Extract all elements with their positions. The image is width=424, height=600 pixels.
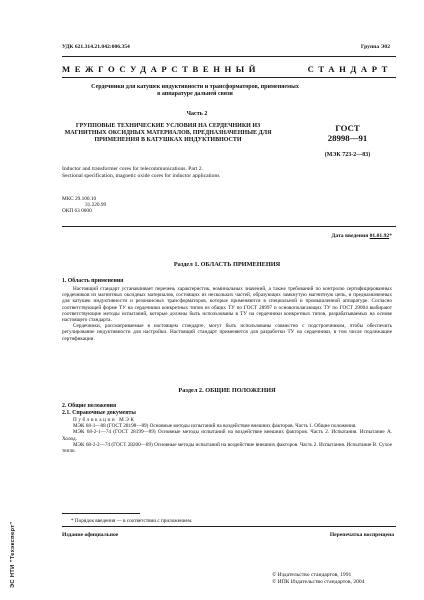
gost-label: ГОСТ: [335, 123, 360, 133]
reference-list: [62, 417, 392, 454]
standard-banner: МЕЖГОСУДАРСТВЕННЫЙ СТАНДАРТ: [62, 64, 392, 74]
edition-rule: [62, 526, 396, 527]
english-title: [62, 166, 392, 179]
body-paragraph: Настоящий стандарт устанавливает перечень характеристик, номинальных значений, а также требований по контролю сертифицированных сердечников из магнитных оксидных материалов, состоящих из нескольких частей, образующих замкнутую магнитную цепь, и предназначенных для катушек индуктивности и резонансных трансформаторов, которые применяются в специальной и промышленной аппаратуре. Согласно соответствующей форме ТУ на сердечники конкретных типов из общих ТУ по ГОСТ 28997 и основополагающих ТУ по ГОСТ 29004 выбирают соответствующие методы испытаний, которые должны быть использованы в ТУ на сердечники конкретных типов, разрабатываемых на основе настоящего стандарта.: [62, 286, 392, 324]
part-title: ГРУППОВЫЕ ТЕХНИЧЕСКИЕ УСЛОВИЯ НА СЕРДЕЧНИКИ ИЗ МАГНИТНЫХ ОКСИДНЫХ МАТЕРИАЛОВ, ПРЕДНАЗНАЧЕННЫЕ ДЛЯ ПРИМЕНЕНИЯ В КАТУШКАХ ИНДУКТИВНОСТИ: [64, 123, 272, 143]
gost-block: [300, 123, 395, 159]
section2-subheading: 2.1. Справочные документы: [62, 409, 136, 416]
copyright-line: © ИПК Издательство стандартов, 2004: [272, 578, 365, 585]
footnote-mark: *: [389, 233, 392, 239]
iec-equivalent: (МЭК 723-2—83): [324, 152, 371, 158]
english-title-line: Sectional specification, magnetic oxide cores for inductor applications: [62, 172, 220, 179]
udk-code: УДК 621.314.21.042:006.354: [62, 44, 130, 50]
okp-code: ОКП 63 0000: [62, 208, 92, 215]
meta-rule: [62, 226, 396, 227]
date-introduction-value: 01.01.92: [369, 233, 390, 239]
part-label: Часть 2: [186, 111, 208, 117]
english-title-line: Inductor and transformer cores for telecommunications. Part 2.: [62, 166, 203, 172]
banner-rule: [62, 77, 396, 78]
reference-item: МЭК 68-1—88 (ГОСТ 28198—89) Основные методы испытаний на воздействие внешних факторов. Часть 1. Общие положения.: [73, 423, 357, 430]
reference-item: МЭК 68-2-1—74 (ГОСТ 28199—89) Основные методы испытаний на воздействие внешних факторов. Часть 2. Испытания. Испытание А. Холод.: [62, 429, 392, 442]
edition-official: Издание официальное: [62, 532, 119, 538]
footnote-rule: [62, 513, 140, 514]
reprint-prohibited: Перепечатка воспрещена: [329, 532, 394, 538]
gost-number: 28998—91: [327, 133, 368, 143]
section1-heading: Раздел 1. ОБЛАСТЬ ПРИМЕНЕНИЯ: [173, 261, 281, 268]
reference-label: Публикации МЭК: [73, 417, 136, 423]
mks-code: МКС 29.100.10: [62, 196, 97, 202]
footnote: * Порядок введения — в соответствии с приложением.: [71, 518, 193, 524]
classification-codes: [62, 196, 106, 215]
section2-heading: Раздел 2. ОБЩИЕ ПОЛОЖЕНИЯ: [178, 387, 276, 394]
section2-subheading: 2. Общие положения: [62, 403, 117, 409]
copyright-block: [272, 572, 394, 585]
group-code: Группа Э02: [360, 44, 390, 50]
mks-code: 31.220.99: [85, 202, 107, 209]
section2-subheadings: [62, 403, 136, 417]
reference-item: МЭК 68-2-2—74 (ГОСТ 28200—89) Основные методы испытаний на воздействие внешних факторов. Часть 2. Испытания. Испытание В. Сухое тепло.: [62, 441, 392, 455]
date-introduction-label: Дата введения: [331, 233, 369, 239]
body-paragraph: Сердечники, рассматриваемые в настоящем стандарте, могут быть использованы совместно с подстроечником, чтобы обеспечить регулирование индуктивности для настройки. Настоящий стандарт применяется для разработки ТУ на сердечники, в том числе подлежащие сертификации.: [62, 323, 392, 342]
date-introduction: [331, 233, 392, 239]
header-rule: [62, 56, 396, 57]
section1-body: [62, 286, 392, 342]
copyright-line: © Издательство стандартов, 1991: [272, 572, 352, 578]
doc-title: Сердечники для катушек индуктивности и трансформаторов, применяемых в аппаратуре дальней связи: [91, 84, 299, 97]
section1-subheading: 1. Область применения: [62, 278, 124, 284]
side-stamp: ЭС НТИ "Техэксперт": [10, 521, 16, 588]
